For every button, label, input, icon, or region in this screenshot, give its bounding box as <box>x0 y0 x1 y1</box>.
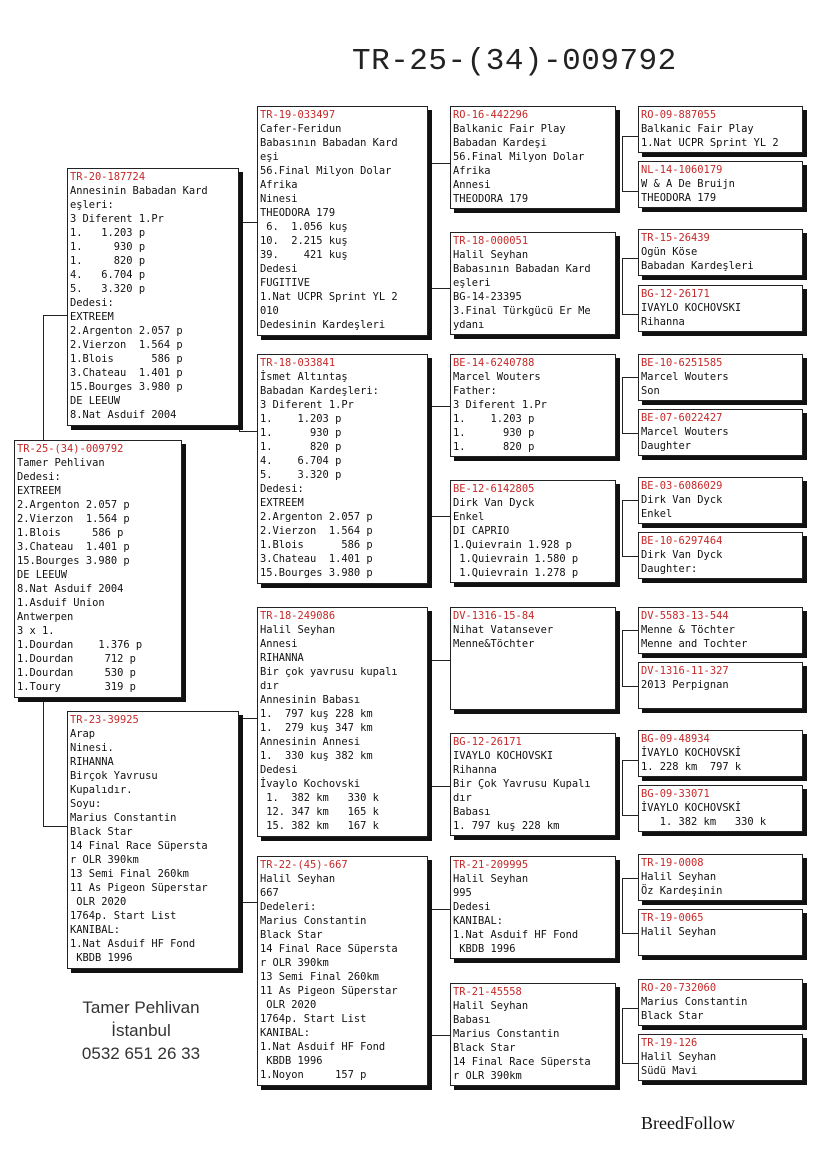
pedigree-line: DE LEEUW <box>70 395 121 407</box>
connector-line <box>622 500 623 556</box>
pedigree-line: 3.Chateau 1.401 p <box>260 553 373 565</box>
pedigree-line: eşi <box>260 151 279 163</box>
pedigree-card-gen3[interactable] <box>450 106 616 209</box>
pedigree-line: 1. 1.203 p <box>260 413 342 425</box>
pedigree-line: 1. 820 p <box>70 255 146 267</box>
pedigree-line: Annesi <box>453 179 491 191</box>
pedigree-card-gen4[interactable] <box>638 909 803 956</box>
pedigree-line: 1.Nat UCPR Sprint YL 2 <box>260 291 398 303</box>
pedigree-line: 1.Quievrain 1.928 p <box>453 539 572 551</box>
pedigree-line: Enkel <box>641 508 673 520</box>
pedigree-line: Father: <box>453 385 497 397</box>
pedigree-card-gen4[interactable] <box>638 285 803 332</box>
connector-line <box>622 433 639 434</box>
ring-number: TR-18-033841 <box>260 357 336 369</box>
connector-line <box>430 909 431 1035</box>
connector-line <box>430 163 431 288</box>
pedigree-line: DI CAPRIO <box>453 525 510 537</box>
pedigree-line: 1.Blois 586 p <box>260 539 373 551</box>
ring-number: TR-23-39925 <box>70 714 139 726</box>
pedigree-line: Ninesi. <box>70 742 114 754</box>
ring-number: BE-03-6086029 <box>641 480 723 492</box>
pedigree-line: Menne & Töchter <box>641 624 735 636</box>
connector-line <box>622 500 639 501</box>
pedigree-line: 1. 1.203 p <box>453 413 535 425</box>
ring-number: BE-10-6297464 <box>641 535 723 547</box>
pedigree-line: İVAYLO KOCHOVSKİ <box>641 747 742 759</box>
pedigree-card-gen4[interactable] <box>638 979 803 1026</box>
connector-line <box>622 630 623 686</box>
ring-number: RO-20-732060 <box>641 982 717 994</box>
pedigree-line: 1. 930 p <box>260 427 342 439</box>
pedigree-card-gen4[interactable] <box>638 607 803 654</box>
pedigree-line: 1.Nat Asduif HF Fond <box>260 1041 386 1053</box>
connector-line <box>622 878 623 933</box>
pedigree-line: Südü Mavi <box>641 1065 698 1077</box>
pedigree-line: Annesi <box>260 638 298 650</box>
pedigree-line: KBDB 1996 <box>453 943 516 955</box>
pedigree-line: THEODORA 179 <box>453 193 529 205</box>
pedigree-line: KANIBAL: <box>70 924 121 936</box>
ring-number: BG-09-33071 <box>641 788 710 800</box>
pedigree-line: Halil Seyhan <box>641 1051 717 1063</box>
pedigree-line: 1. 382 km 330 k <box>641 816 767 828</box>
pedigree-line: BG-14-23395 <box>453 291 522 303</box>
ring-number: BG-12-26171 <box>453 736 522 748</box>
pedigree-line: Babadan Kardeşleri: <box>260 385 379 397</box>
pedigree-card-gen3[interactable] <box>450 733 616 836</box>
pedigree-line: W & A De Bruijn <box>641 178 735 190</box>
pedigree-line: Dedesi: <box>70 297 114 309</box>
ring-number: TR-19-0065 <box>641 912 704 924</box>
pedigree-line: İvaylo Kochovski <box>260 778 361 790</box>
pedigree-line: Soyu: <box>70 798 102 810</box>
connector-line <box>622 258 639 259</box>
pedigree-line: IVAYLO KOCHOVSKI <box>641 302 742 314</box>
pedigree-card-gen3[interactable] <box>450 480 616 583</box>
pedigree-line: dır <box>453 792 472 804</box>
pedigree-line: Halil Seyhan <box>453 249 529 261</box>
pedigree-line: 2.Argenton 2.057 p <box>70 325 183 337</box>
connector-line <box>239 431 258 432</box>
pedigree-line: Halil Seyhan <box>641 926 717 938</box>
connector-line <box>239 222 240 431</box>
pedigree-line: 56.Final Milyon Dolar <box>453 151 585 163</box>
pedigree-card-gen4[interactable] <box>638 730 803 777</box>
connector-line <box>622 258 623 314</box>
pedigree-line: 1.Nat UCPR Sprint YL 2 <box>641 137 779 149</box>
pedigree-line: 56.Final Milyon Dolar <box>260 165 392 177</box>
pedigree-line: 3 Diferent 1.Pr <box>70 213 164 225</box>
pedigree-line: 8.Nat Asduif 2004 <box>70 409 177 421</box>
brand-label: BreedFollow <box>641 1113 735 1133</box>
pedigree-line: 1.Asduif Union <box>17 597 105 609</box>
pedigree-line: Menne&Töchter <box>453 638 535 650</box>
pedigree-line: Dedesi: <box>17 471 61 483</box>
pedigree-line: Dedeleri: <box>260 901 317 913</box>
pedigree-line: 15. 382 km 167 k <box>260 820 379 832</box>
connector-line <box>430 406 451 407</box>
pedigree-line: Dedesi <box>260 764 298 776</box>
ring-number: DV-1316-15-84 <box>453 610 535 622</box>
connector-line <box>239 222 258 223</box>
ring-number: BG-12-26171 <box>641 288 710 300</box>
pedigree-line: EXTREEM <box>260 497 304 509</box>
pedigree-line: 4. 6.704 p <box>70 269 146 281</box>
pedigree-card-gen2[interactable] <box>257 106 428 336</box>
pedigree-line: 1764p. Start List <box>70 910 177 922</box>
pedigree-card-subject[interactable] <box>14 440 182 698</box>
pedigree-line: 1. 330 kuş 382 km <box>260 750 373 762</box>
connector-line <box>622 191 639 192</box>
ring-number: TR-18-000051 <box>453 235 529 247</box>
pedigree-line: Marius Constantin <box>453 1028 560 1040</box>
ring-number: BE-12-6142805 <box>453 483 535 495</box>
pedigree-line: 010 <box>260 305 279 317</box>
pedigree-line: 15.Bourges 3.980 p <box>260 567 373 579</box>
connector-line <box>622 815 639 816</box>
pedigree-line: 1. 1.203 p <box>70 227 146 239</box>
pedigree-card-gen3[interactable] <box>450 232 616 335</box>
pedigree-line: RIHANNA <box>70 756 114 768</box>
pedigree-line: 3 Diferent 1.Pr <box>453 399 547 411</box>
connector-line <box>43 315 44 440</box>
connector-line <box>622 556 639 557</box>
pedigree-card-gen4[interactable] <box>638 161 803 208</box>
pedigree-line: Halil Seyhan <box>453 1000 529 1012</box>
pedigree-line: Daughter: <box>641 563 698 575</box>
pedigree-line: Rihanna <box>641 316 685 328</box>
pedigree-card-gen3[interactable] <box>450 983 616 1086</box>
pedigree-line: 1.Dourdan 530 p <box>17 667 136 679</box>
ring-number: BE-14-6240788 <box>453 357 535 369</box>
pedigree-line: 15.Bourges 3.980 p <box>17 555 130 567</box>
pedigree-line: 1.Blois 586 p <box>17 527 124 539</box>
connector-line <box>622 136 623 191</box>
pedigree-card-gen3[interactable] <box>450 607 616 710</box>
connector-line <box>622 760 639 761</box>
pedigree-line: 1.Nat Asduif HF Fond <box>70 938 196 950</box>
breeder-contact <box>70 996 212 1065</box>
pedigree-line: dır <box>260 680 279 692</box>
ring-number: TR-22-(45)-667 <box>260 859 348 871</box>
ring-number: TR-20-187724 <box>70 171 146 183</box>
pedigree-line: Dirk Van Dyck <box>453 497 535 509</box>
pedigree-line: 667 <box>260 887 279 899</box>
pedigree-line: 2.Vierzon 1.564 p <box>260 525 373 537</box>
pedigree-line: Black Star <box>70 826 133 838</box>
pedigree-line: Dedesi <box>260 263 298 275</box>
pedigree-line: 1. 279 kuş 347 km <box>260 722 373 734</box>
pedigree-line: Black Star <box>260 929 323 941</box>
pedigree-line: 1. 820 p <box>260 441 342 453</box>
pedigree-line: Marius Constantin <box>260 915 367 927</box>
pedigree-line: eşleri: <box>70 199 114 211</box>
pedigree-line: Dedesi: <box>260 483 304 495</box>
pedigree-line: Bir Çok Yavrusu Kupalı <box>453 778 591 790</box>
connector-line <box>622 760 623 815</box>
connector-line <box>430 660 431 786</box>
pedigree-card-gen4[interactable] <box>638 229 803 276</box>
pedigree-line: 14 Final Race Süpersta <box>260 943 398 955</box>
pedigree-line: 1.Noyon 157 p <box>260 1069 367 1081</box>
pedigree-card-gen4[interactable] <box>638 1034 803 1081</box>
pedigree-line: Nihat Vatansever <box>453 624 554 636</box>
pedigree-card-gen3[interactable] <box>450 856 616 959</box>
connector-line <box>430 288 451 289</box>
pedigree-line: 1.Quievrain 1.580 p <box>453 553 579 565</box>
pedigree-line: 3 Diferent 1.Pr <box>260 399 354 411</box>
pedigree-line: Balkanic Fair Play <box>641 123 754 135</box>
pedigree-line: Ogün Köse <box>641 246 698 258</box>
pedigree-card-gen4[interactable] <box>638 854 803 901</box>
pedigree-line: 1. 797 kuş 228 km <box>260 708 373 720</box>
pedigree-line: Annesinin Annesi <box>260 736 361 748</box>
ring-number: TR-18-249086 <box>260 610 336 622</box>
connector-line <box>430 406 431 516</box>
pedigree-line: Halil Seyhan <box>260 873 336 885</box>
breeder-phone: 0532 651 26 33 <box>81 1044 201 1063</box>
pedigree-line: KANIBAL: <box>453 915 504 927</box>
pedigree-line: Babadan Kardeşi <box>453 137 547 149</box>
pedigree-line: Cafer-Feridun <box>260 123 342 135</box>
pedigree-line: 1.Quievrain 1.278 p <box>453 567 579 579</box>
pedigree-line: Marcel Wouters <box>641 371 729 383</box>
pedigree-line: Son <box>641 385 660 397</box>
connector-line <box>622 878 639 879</box>
connector-line <box>239 718 258 719</box>
ring-number: RO-16-442296 <box>453 109 529 121</box>
pedigree-line: 995 <box>453 887 472 899</box>
ring-number: RO-09-887055 <box>641 109 717 121</box>
pedigree-line: 39. 421 kuş <box>260 249 348 261</box>
pedigree-line: ydanı <box>453 319 485 331</box>
pedigree-line: İsmet Altıntaş <box>260 371 348 383</box>
page-title: TR-25-(34)-009792 <box>352 44 677 79</box>
pedigree-line: 11 As Pigeon Süperstar <box>260 985 398 997</box>
pedigree-line: FUGITIVE <box>260 277 311 289</box>
pedigree-line: Babasının Babadan Kard <box>260 137 398 149</box>
ring-number: TR-21-209995 <box>453 859 529 871</box>
pedigree-line: 14 Final Race Süpersta <box>70 840 208 852</box>
pedigree-line: EXTREEM <box>70 311 114 323</box>
pedigree-line: Enkel <box>453 511 485 523</box>
pedigree-line: 13 Semi Final 260km <box>70 868 189 880</box>
pedigree-line: 11 As Pigeon Süperstar <box>70 882 208 894</box>
pedigree-line: Halil Seyhan <box>641 871 717 883</box>
pedigree-line: DE LEEUW <box>17 569 68 581</box>
pedigree-line: r OLR 390km <box>453 1070 522 1082</box>
ring-number: TR-21-45558 <box>453 986 522 998</box>
pedigree-line: 2013 Perpignan <box>641 679 729 691</box>
pedigree-card-gen3[interactable] <box>450 354 616 457</box>
pedigree-line: 5. 3.320 p <box>260 469 342 481</box>
pedigree-line: RIHANNA <box>260 652 304 664</box>
pedigree-card-gen4[interactable] <box>638 409 803 456</box>
pedigree-line: 5. 3.320 p <box>70 283 146 295</box>
breeder-name: Tamer Pehlivan <box>82 998 200 1017</box>
pedigree-line: Marcel Wouters <box>453 371 541 383</box>
pedigree-line: İVAYLO KOCHOVSKİ <box>641 802 742 814</box>
connector-line <box>622 1008 639 1009</box>
pedigree-card-gen4[interactable] <box>638 106 803 153</box>
ring-number: TR-19-033497 <box>260 109 336 121</box>
pedigree-line: 1. 382 km 330 k <box>260 792 379 804</box>
pedigree-line: 6. 1.056 kuş <box>260 221 348 233</box>
pedigree-line: 1. 930 p <box>70 241 146 253</box>
pedigree-line: Öz Kardeşinin <box>641 885 723 897</box>
connector-line <box>43 315 69 316</box>
ring-number: NL-14-1060179 <box>641 164 723 176</box>
pedigree-line: 1. 228 km 797 k <box>641 761 742 773</box>
pedigree-line: r OLR 390km <box>260 957 329 969</box>
ring-number: TR-19-126 <box>641 1037 698 1049</box>
pedigree-line: 3.Chateau 1.401 p <box>70 367 183 379</box>
pedigree-card-sire[interactable] <box>67 168 239 426</box>
connector-line <box>622 686 639 687</box>
pedigree-line: 15.Bourges 3.980 p <box>70 381 183 393</box>
connector-line <box>430 660 451 661</box>
connector-line <box>622 1063 639 1064</box>
pedigree-line: r OLR 390km <box>70 854 139 866</box>
connector-line <box>239 718 240 902</box>
pedigree-card-gen2[interactable] <box>257 354 428 584</box>
pedigree-line: Marius Constantin <box>641 996 748 1008</box>
pedigree-card-gen4[interactable] <box>638 477 803 524</box>
pedigree-line: Halil Seyhan <box>260 624 336 636</box>
pedigree-line: EXTREEM <box>17 485 61 497</box>
pedigree-line: Annesinin Babası <box>260 694 361 706</box>
connector-line <box>43 826 69 827</box>
pedigree-line: Balkanic Fair Play <box>453 123 566 135</box>
connector-line <box>622 377 623 433</box>
pedigree-line: Dirk Van Dyck <box>641 549 723 561</box>
connector-line <box>430 1035 451 1036</box>
pedigree-line: 2.Argenton 2.057 p <box>17 499 130 511</box>
pedigree-line: 10. 2.215 kuş <box>260 235 348 247</box>
pedigree-line: Afrika <box>453 165 491 177</box>
pedigree-line: Dedesi <box>453 901 491 913</box>
pedigree-line: KBDB 1996 <box>260 1055 323 1067</box>
ring-number: TR-19-0008 <box>641 857 704 869</box>
pedigree-line: Marius Constantin <box>70 812 177 824</box>
pedigree-line: 8.Nat Asduif 2004 <box>17 583 124 595</box>
connector-line <box>430 786 451 787</box>
pedigree-line: 3.Chateau 1.401 p <box>17 541 130 553</box>
connector-line <box>430 909 451 910</box>
pedigree-line: Birçok Yavrusu <box>70 770 158 782</box>
ring-number: DV-1316-11-327 <box>641 665 729 677</box>
pedigree-line: Kupalıdır. <box>70 784 133 796</box>
pedigree-line: 4. 6.704 p <box>260 455 342 467</box>
pedigree-line: 1.Toury 319 p <box>17 681 136 693</box>
pedigree-line: 1.Dourdan 712 p <box>17 653 136 665</box>
pedigree-line: 3 x 1. <box>17 625 55 637</box>
pedigree-line: THEODORA 179 <box>260 207 336 219</box>
pedigree-line: Babadan Kardeşleri <box>641 260 754 272</box>
connector-line <box>622 314 639 315</box>
ring-number: DV-5583-13-544 <box>641 610 729 622</box>
pedigree-line: KBDB 1996 <box>70 952 133 964</box>
pedigree-line: Babası <box>453 806 491 818</box>
pedigree-card-gen2[interactable] <box>257 856 428 1086</box>
pedigree-line: KANIBAL: <box>260 1027 311 1039</box>
pedigree-line: Babasının Babadan Kard <box>453 263 591 275</box>
pedigree-line: Daughter <box>641 440 692 452</box>
pedigree-card-dam[interactable] <box>67 711 239 969</box>
ring-number: TR-25-(34)-009792 <box>17 443 124 455</box>
connector-line <box>622 1008 623 1063</box>
pedigree-line: Black Star <box>641 1010 704 1022</box>
pedigree-line: Black Star <box>453 1042 516 1054</box>
pedigree-line: 2.Vierzon 1.564 p <box>70 339 183 351</box>
ring-number: BE-07-6022427 <box>641 412 723 424</box>
connector-line <box>622 136 639 137</box>
connector-line <box>622 933 639 934</box>
pedigree-line: Marcel Wouters <box>641 426 729 438</box>
pedigree-line: 2.Vierzon 1.564 p <box>17 513 130 525</box>
pedigree-line: 3.Final Türkgücü Er Me <box>453 305 591 317</box>
pedigree-line: 14 Final Race Süpersta <box>453 1056 591 1068</box>
pedigree-line: 1. 820 p <box>453 441 535 453</box>
pedigree-line: Antwerpen <box>17 611 74 623</box>
pedigree-line: Babası <box>453 1014 491 1026</box>
pedigree-line: 1.Blois 586 p <box>70 353 183 365</box>
pedigree-card-gen4[interactable] <box>638 354 803 401</box>
pedigree-line: 1.Nat Asduif HF Fond <box>453 929 579 941</box>
connector-line <box>430 163 451 164</box>
pedigree-line: IVAYLO KOCHOVSKI <box>453 750 554 762</box>
pedigree-line: Tamer Pehlivan <box>17 457 105 469</box>
pedigree-line: Halil Seyhan <box>453 873 529 885</box>
pedigree-line: Dirk Van Dyck <box>641 494 723 506</box>
connector-line <box>622 377 639 378</box>
pedigree-line: OLR 2020 <box>260 999 317 1011</box>
pedigree-card-gen4[interactable] <box>638 785 803 832</box>
pedigree-line: 12. 347 km 165 k <box>260 806 379 818</box>
pedigree-line: 1. 797 kuş 228 km <box>453 820 560 832</box>
pedigree-card-gen4[interactable] <box>638 532 803 579</box>
pedigree-line: 1.Dourdan 1.376 p <box>17 639 143 651</box>
connector-line <box>43 698 44 826</box>
pedigree-line: 1. 930 p <box>453 427 535 439</box>
pedigree-line: 13 Semi Final 260km <box>260 971 379 983</box>
pedigree-line: OLR 2020 <box>70 896 127 908</box>
pedigree-line: THEODORA 179 <box>641 192 717 204</box>
pedigree-line: Menne and Tochter <box>641 638 748 650</box>
connector-line <box>430 516 451 517</box>
connector-line <box>622 630 639 631</box>
pedigree-line: Arap <box>70 728 96 740</box>
ring-number: BG-09-48934 <box>641 733 710 745</box>
pedigree-line: Rihanna <box>453 764 497 776</box>
breeder-city: İstanbul <box>111 1021 171 1040</box>
pedigree-card-gen2[interactable] <box>257 607 428 837</box>
pedigree-line: 2.Argenton 2.057 p <box>260 511 373 523</box>
pedigree-line: Ninesi <box>260 193 298 205</box>
pedigree-line: 1764p. Start List <box>260 1013 367 1025</box>
connector-line <box>239 902 258 903</box>
pedigree-line: Annesinin Babadan Kard <box>70 185 208 197</box>
ring-number: BE-10-6251585 <box>641 357 723 369</box>
pedigree-line: Afrika <box>260 179 298 191</box>
pedigree-card-gen4[interactable] <box>638 662 803 709</box>
ring-number: TR-15-26439 <box>641 232 710 244</box>
pedigree-line: Dedesinin Kardeşleri <box>260 319 386 331</box>
pedigree-line: eşleri <box>453 277 491 289</box>
pedigree-line: Bir çok yavrusu kupalı <box>260 666 398 678</box>
